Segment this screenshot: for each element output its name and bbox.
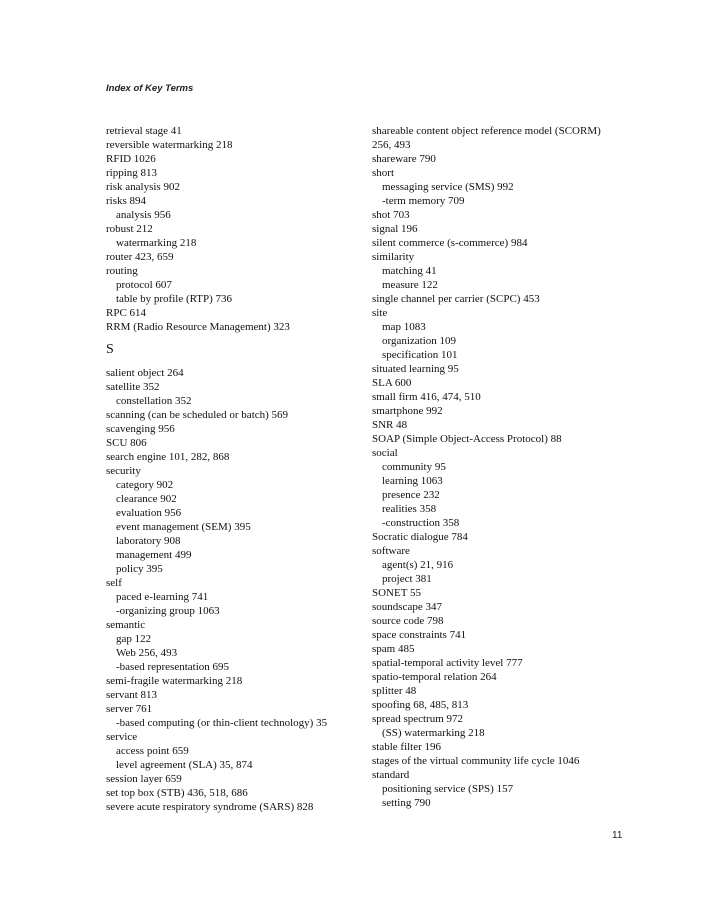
index-entry: software: [372, 545, 410, 557]
index-subentry: positioning service (SPS) 157: [382, 783, 514, 795]
index-entry: shareable content object reference model (SCORM): [372, 125, 601, 137]
index-entry: standard: [372, 769, 410, 781]
index-entry: routing: [106, 265, 138, 277]
index-subentry: level agreement (SLA) 35, 874: [116, 759, 253, 771]
index-subentry: -organizing group 1063: [116, 605, 220, 617]
index-entry: router 423, 659: [106, 251, 174, 263]
index-subentry: measure 122: [382, 279, 438, 291]
index-entry: spatial-temporal activity level 777: [372, 657, 523, 669]
index-subentry: -construction 358: [382, 517, 460, 529]
index-subentry: gap 122: [116, 633, 152, 645]
index-entry: robust 212: [106, 223, 153, 235]
index-entry: soundscape 347: [372, 601, 442, 613]
index-subentry: matching 41: [382, 265, 437, 277]
index-subentry: learning 1063: [382, 475, 443, 487]
index-subentry: evaluation 956: [116, 507, 182, 519]
index-entry: shareware 790: [372, 153, 436, 165]
index-entry: security: [106, 465, 141, 477]
index-entry: reversible watermarking 218: [106, 139, 233, 151]
index-subentry: map 1083: [382, 321, 426, 333]
index-entry: shot 703: [372, 209, 410, 221]
index-entry: session layer 659: [106, 773, 182, 785]
index-entry: servant 813: [106, 689, 158, 701]
index-entry: silent commerce (s-commerce) 984: [372, 237, 528, 249]
index-subentry: constellation 352: [116, 395, 192, 407]
index-entry: RRM (Radio Resource Management) 323: [106, 321, 290, 333]
index-subentry: organization 109: [382, 335, 457, 347]
index-entry: site: [372, 307, 388, 319]
index-subentry: community 95: [382, 461, 446, 473]
page-number: 11: [612, 830, 623, 841]
index-entry: spread spectrum 972: [372, 713, 464, 725]
index-subentry: analysis 956: [116, 209, 171, 221]
index-entry: signal 196: [372, 223, 418, 235]
index-column-left: [106, 124, 368, 814]
index-entry: risks 894: [106, 195, 147, 207]
index-entry: semantic: [106, 619, 146, 631]
index-subentry: agent(s) 21, 916: [382, 559, 454, 571]
index-column-right: [372, 124, 672, 810]
index-subentry: management 499: [116, 549, 192, 561]
index-subentry: -term memory 709: [382, 195, 465, 207]
index-entry: source code 798: [372, 615, 444, 627]
index-entry: salient object 264: [106, 367, 184, 379]
index-entry: single channel per carrier (SCPC) 453: [372, 293, 540, 305]
index-entry: scavenging 956: [106, 423, 175, 435]
index-entry: set top box (STB) 436, 518, 686: [106, 787, 248, 799]
index-subentry: presence 232: [382, 489, 440, 501]
index-subentry: (SS) watermarking 218: [382, 727, 485, 739]
index-subentry: event management (SEM) 395: [116, 521, 251, 533]
index-entry: stages of the virtual community life cycle 1046: [372, 755, 580, 767]
index-subentry: table by profile (RTP) 736: [116, 293, 233, 305]
index-subentry: messaging service (SMS) 992: [382, 181, 514, 193]
index-entry: 256, 493: [372, 139, 411, 151]
index-entry: SNR 48: [372, 419, 408, 431]
index-entry: SLA 600: [372, 377, 412, 389]
running-head: Index of Key Terms: [106, 83, 194, 94]
index-entry: risk analysis 902: [106, 181, 180, 193]
index-entry: RPC 614: [106, 307, 147, 319]
index-entry: retrieval stage 41: [106, 125, 182, 137]
index-entry: stable filter 196: [372, 741, 442, 753]
index-subentry: specification 101: [382, 349, 458, 361]
index-entry: small firm 416, 474, 510: [372, 391, 481, 403]
index-entry: scanning (can be scheduled or batch) 569: [106, 409, 289, 421]
index-subentry: category 902: [116, 479, 174, 491]
index-entry: self: [106, 577, 122, 589]
index-entry: satellite 352: [106, 381, 160, 393]
index-subentry: protocol 607: [116, 279, 172, 291]
index-entry: severe acute respiratory syndrome (SARS) 828: [106, 801, 314, 813]
index-subentry: clearance 902: [116, 493, 177, 505]
index-entry: service: [106, 731, 138, 743]
section-letter: S: [106, 342, 114, 357]
index-entry: spam 485: [372, 643, 415, 655]
index-subentry: -based representation 695: [116, 661, 230, 673]
index-subentry: Web 256, 493: [116, 647, 178, 659]
index-entry: situated learning 95: [372, 363, 459, 375]
index-entry: search engine 101, 282, 868: [106, 451, 230, 463]
index-entry: SONET 55: [372, 587, 421, 599]
index-entry: SOAP (Simple Object-Access Protocol) 88: [372, 433, 562, 445]
index-entry: splitter 48: [372, 685, 417, 697]
index-subentry: setting 790: [382, 797, 431, 809]
index-entry: spoofing 68, 485, 813: [372, 699, 469, 711]
index-entry: smartphone 992: [372, 405, 443, 417]
index-subentry: access point 659: [116, 745, 189, 757]
index-subentry: -based computing (or thin-client technology) 35: [116, 717, 328, 729]
index-entry: social: [372, 447, 398, 459]
index-entry: similarity: [372, 251, 415, 263]
index-subentry: paced e-learning 741: [116, 591, 209, 603]
index-entry: spatio-temporal relation 264: [372, 671, 497, 683]
index-entry: space constraints 741: [372, 629, 467, 641]
index-entry: short: [372, 167, 394, 179]
index-entry: ripping 813: [106, 167, 158, 179]
index-subentry: realities 358: [382, 503, 437, 515]
index-entry: RFID 1026: [106, 153, 156, 165]
index-subentry: watermarking 218: [116, 237, 197, 249]
index-entry: server 761: [106, 703, 153, 715]
index-entry: semi-fragile watermarking 218: [106, 675, 243, 687]
index-subentry: policy 395: [116, 563, 163, 575]
index-entry: SCU 806: [106, 437, 147, 449]
index-subentry: laboratory 908: [116, 535, 181, 547]
index-entry: Socratic dialogue 784: [372, 531, 468, 543]
index-subentry: project 381: [382, 573, 432, 585]
